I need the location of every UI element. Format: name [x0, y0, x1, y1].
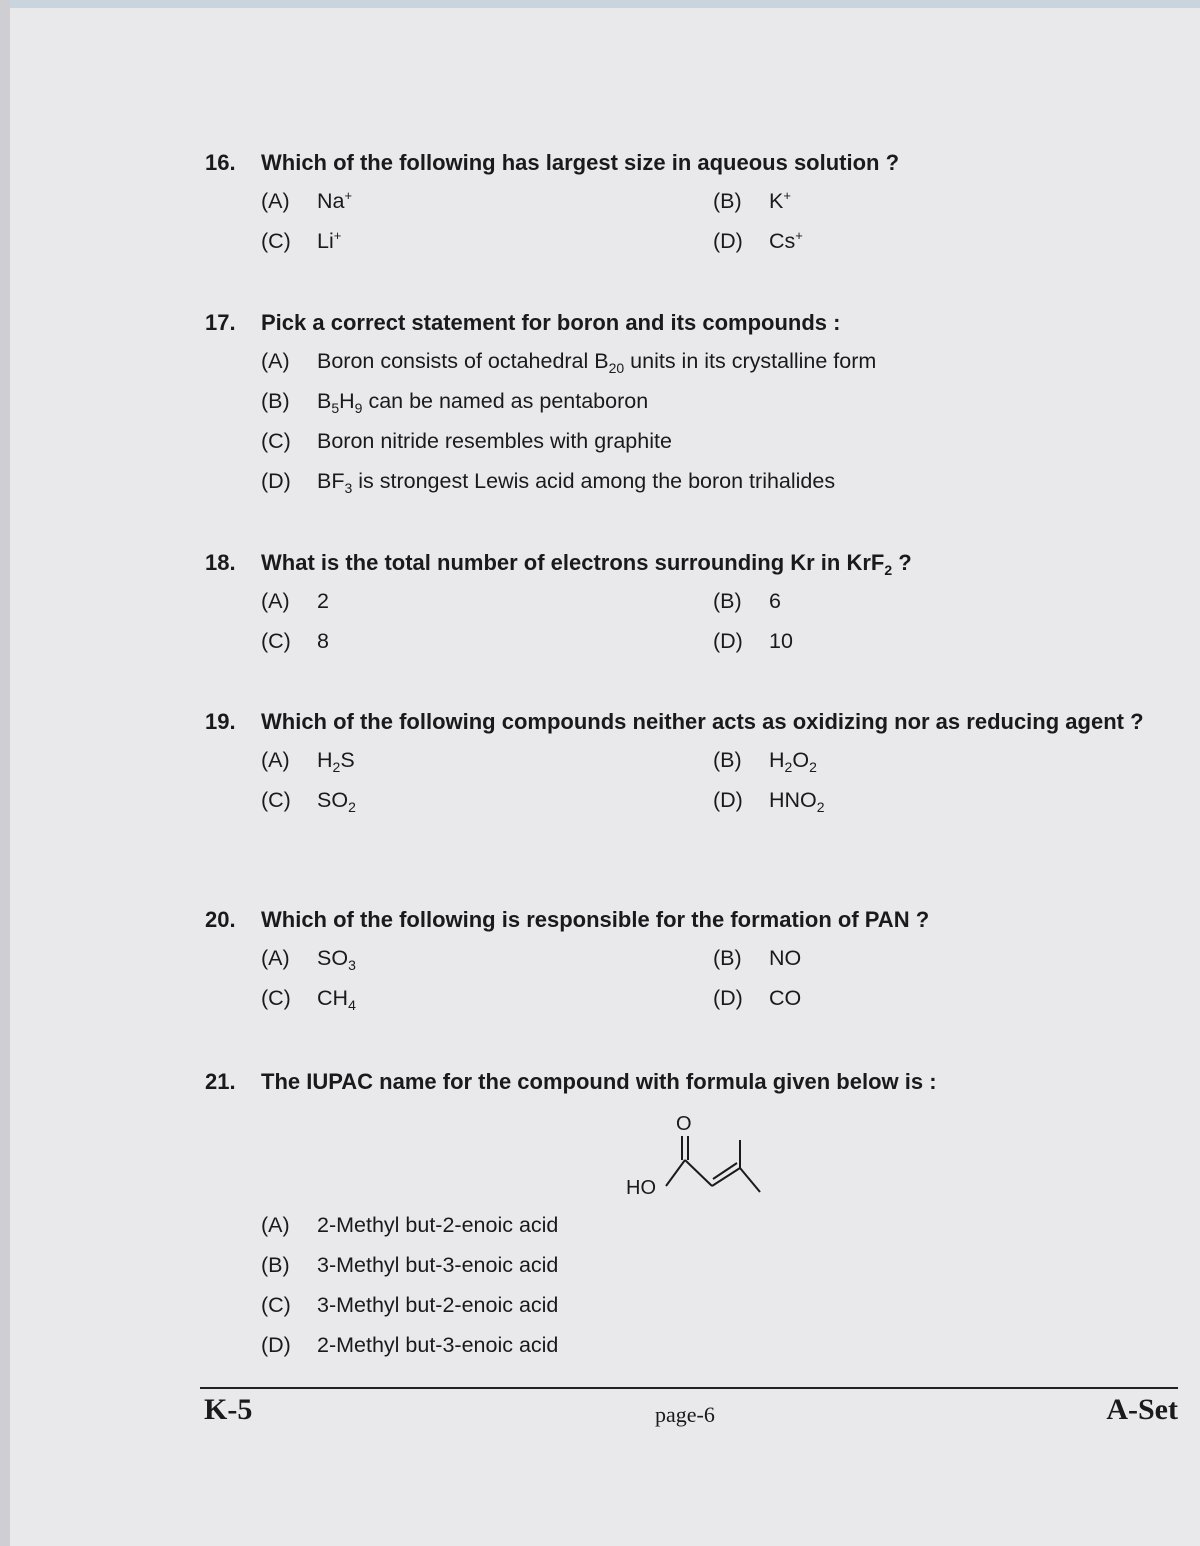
option-label: (B) [713, 747, 742, 772]
option-text: 3-Methyl but-3-enoic acid [317, 1252, 559, 1277]
text-part: is strongest Lewis acid among the boron trihalides [352, 468, 836, 493]
page-number: page-6 [655, 1402, 715, 1427]
option-label: (A) [261, 747, 290, 772]
question-text: Which of the following compounds neither acts as oxidizing nor as reducing agent ? [261, 709, 1144, 734]
option-text [317, 469, 835, 494]
formula-subscript: 2 [809, 758, 817, 775]
option-b [713, 946, 1165, 971]
option-a [261, 748, 713, 773]
formula-superscript: + [795, 227, 803, 243]
structure-bond [685, 1160, 712, 1186]
text-part: B [317, 388, 332, 413]
option-label: (A) [261, 945, 290, 970]
question-16 [205, 145, 1185, 261]
option-text [769, 229, 803, 254]
option-label: (A) [261, 588, 290, 613]
option-c [261, 788, 713, 813]
formula-superscript: + [344, 187, 353, 203]
formula-subscript: 4 [348, 996, 356, 1013]
option-label: (D) [713, 628, 743, 653]
formula-part: H [769, 747, 785, 772]
structure-bond [740, 1168, 760, 1192]
formula-subscript: 3 [348, 956, 356, 973]
option-c [261, 1285, 1185, 1325]
formula-part: SO [317, 787, 349, 812]
option-b [713, 589, 1165, 614]
formula-part: HNO [769, 787, 817, 812]
option-label: (D) [261, 468, 291, 493]
option-a [261, 189, 713, 214]
option-text [317, 229, 341, 254]
option-text [769, 788, 825, 813]
option-text: 8 [317, 628, 329, 653]
question-text: Which of the following is responsible for the formation of PAN ? [261, 907, 930, 932]
option-a [261, 341, 1185, 381]
question-number: 20. [205, 907, 236, 932]
scan-left-edge [0, 0, 10, 1546]
option-a [261, 1205, 1185, 1245]
option-label: (C) [261, 787, 291, 812]
formula-subscript: 5 [331, 399, 340, 416]
question-21-options [205, 1205, 1185, 1365]
formula-subscript: 2 [784, 758, 793, 775]
formula-subscript: 2 [348, 798, 356, 815]
option-c [261, 229, 713, 254]
option-label: (C) [261, 228, 291, 253]
option-text: 10 [769, 628, 793, 653]
option-text: CO [769, 985, 802, 1010]
option-label: (C) [261, 628, 291, 653]
option-c [261, 629, 713, 654]
formula-part: Li [317, 228, 334, 253]
formula-part: K [769, 188, 784, 213]
text-part: can be named as pentaboron [362, 388, 649, 413]
option-text [317, 349, 876, 374]
text-part: ? [892, 550, 912, 575]
question-number: 21. [205, 1069, 236, 1094]
structure-hydroxyl-label: HO [626, 1177, 656, 1199]
option-text: 6 [769, 588, 781, 613]
option-text [317, 189, 352, 214]
option-c [261, 986, 713, 1011]
option-b [261, 1245, 1185, 1285]
chemical-structure [600, 1108, 780, 1204]
formula-part: S [340, 747, 355, 772]
option-b [261, 381, 1185, 421]
text-part: units in its crystalline form [624, 348, 877, 373]
option-text [317, 788, 356, 813]
question-20 [205, 902, 1185, 1018]
option-a [261, 589, 713, 614]
set-label: A-Set [1106, 1393, 1178, 1426]
option-label: (A) [261, 1212, 290, 1237]
structure-bond [666, 1160, 685, 1186]
option-text: 2-Methyl but-2-enoic acid [317, 1212, 559, 1237]
text-part: What is the total number of electrons surrounding Kr in KrF [261, 550, 885, 575]
footer-rule [200, 1387, 1178, 1389]
formula-part: H [317, 747, 333, 772]
formula-subscript: 3 [344, 479, 353, 496]
option-label: (D) [713, 985, 743, 1010]
option-text: 2 [317, 588, 329, 613]
option-d [261, 461, 1185, 501]
question-18 [205, 545, 1185, 661]
option-label: (C) [261, 985, 291, 1010]
formula-part: O [792, 747, 810, 772]
option-label: (B) [261, 1252, 290, 1277]
text-part: BF [317, 468, 345, 493]
option-label: (B) [261, 388, 290, 413]
option-label: (C) [261, 428, 291, 453]
option-text [317, 946, 356, 971]
question-number: 16. [205, 150, 236, 175]
formula-part: Na [317, 188, 345, 213]
formula-subscript: 2 [884, 562, 893, 578]
option-c [261, 421, 1185, 461]
formula-subscript: 9 [354, 399, 363, 416]
option-label: (D) [713, 787, 743, 812]
question-17 [205, 305, 1185, 501]
option-label: (B) [713, 588, 742, 613]
question-21 [205, 1064, 1185, 1100]
question-19 [205, 704, 1185, 820]
question-text: Which of the following has largest size in aqueous solution ? [261, 150, 900, 175]
footer-code: K-5 [204, 1393, 253, 1426]
question-text [261, 545, 1185, 581]
structure-oxygen-label: O [676, 1113, 692, 1135]
question-text: The IUPAC name for the compound with formula given below is : [261, 1069, 937, 1094]
formula-subscript: 2 [816, 798, 825, 815]
option-label: (B) [713, 188, 742, 213]
scan-top-band [0, 0, 1200, 8]
formula-part: CH [317, 985, 349, 1010]
option-text: NO [769, 945, 802, 970]
option-a [261, 946, 713, 971]
question-text: Pick a correct statement for boron and its compounds : [261, 310, 841, 335]
option-b [713, 189, 1165, 214]
option-text [769, 189, 791, 214]
option-text [317, 389, 648, 414]
option-b [713, 748, 1165, 773]
option-d [713, 986, 1165, 1011]
formula-superscript: + [783, 187, 791, 203]
option-text: 3-Methyl but-2-enoic acid [317, 1292, 559, 1317]
question-number: 17. [205, 310, 236, 335]
option-label: (B) [713, 945, 742, 970]
option-label: (D) [261, 1332, 291, 1357]
option-text: Boron nitride resembles with graphite [317, 428, 672, 453]
option-text [317, 748, 355, 773]
option-label: (D) [713, 228, 743, 253]
formula-superscript: + [333, 227, 342, 243]
text-part: H [339, 388, 355, 413]
option-label: (A) [261, 348, 290, 373]
option-d [261, 1325, 1185, 1365]
option-label: (A) [261, 188, 290, 213]
option-text: 2-Methyl but-3-enoic acid [317, 1332, 559, 1357]
question-number: 18. [205, 550, 236, 575]
formula-subscript: 2 [332, 758, 341, 775]
option-d [713, 788, 1165, 813]
option-d [713, 629, 1165, 654]
formula-subscript: 20 [608, 359, 625, 376]
formula-part: Cs [769, 228, 796, 253]
question-number: 19. [205, 709, 236, 734]
option-label: (C) [261, 1292, 291, 1317]
text-part: Boron consists of octahedral B [317, 348, 609, 373]
option-d [713, 229, 1165, 254]
option-text [769, 748, 817, 773]
formula-part: SO [317, 945, 349, 970]
option-text [317, 986, 356, 1011]
